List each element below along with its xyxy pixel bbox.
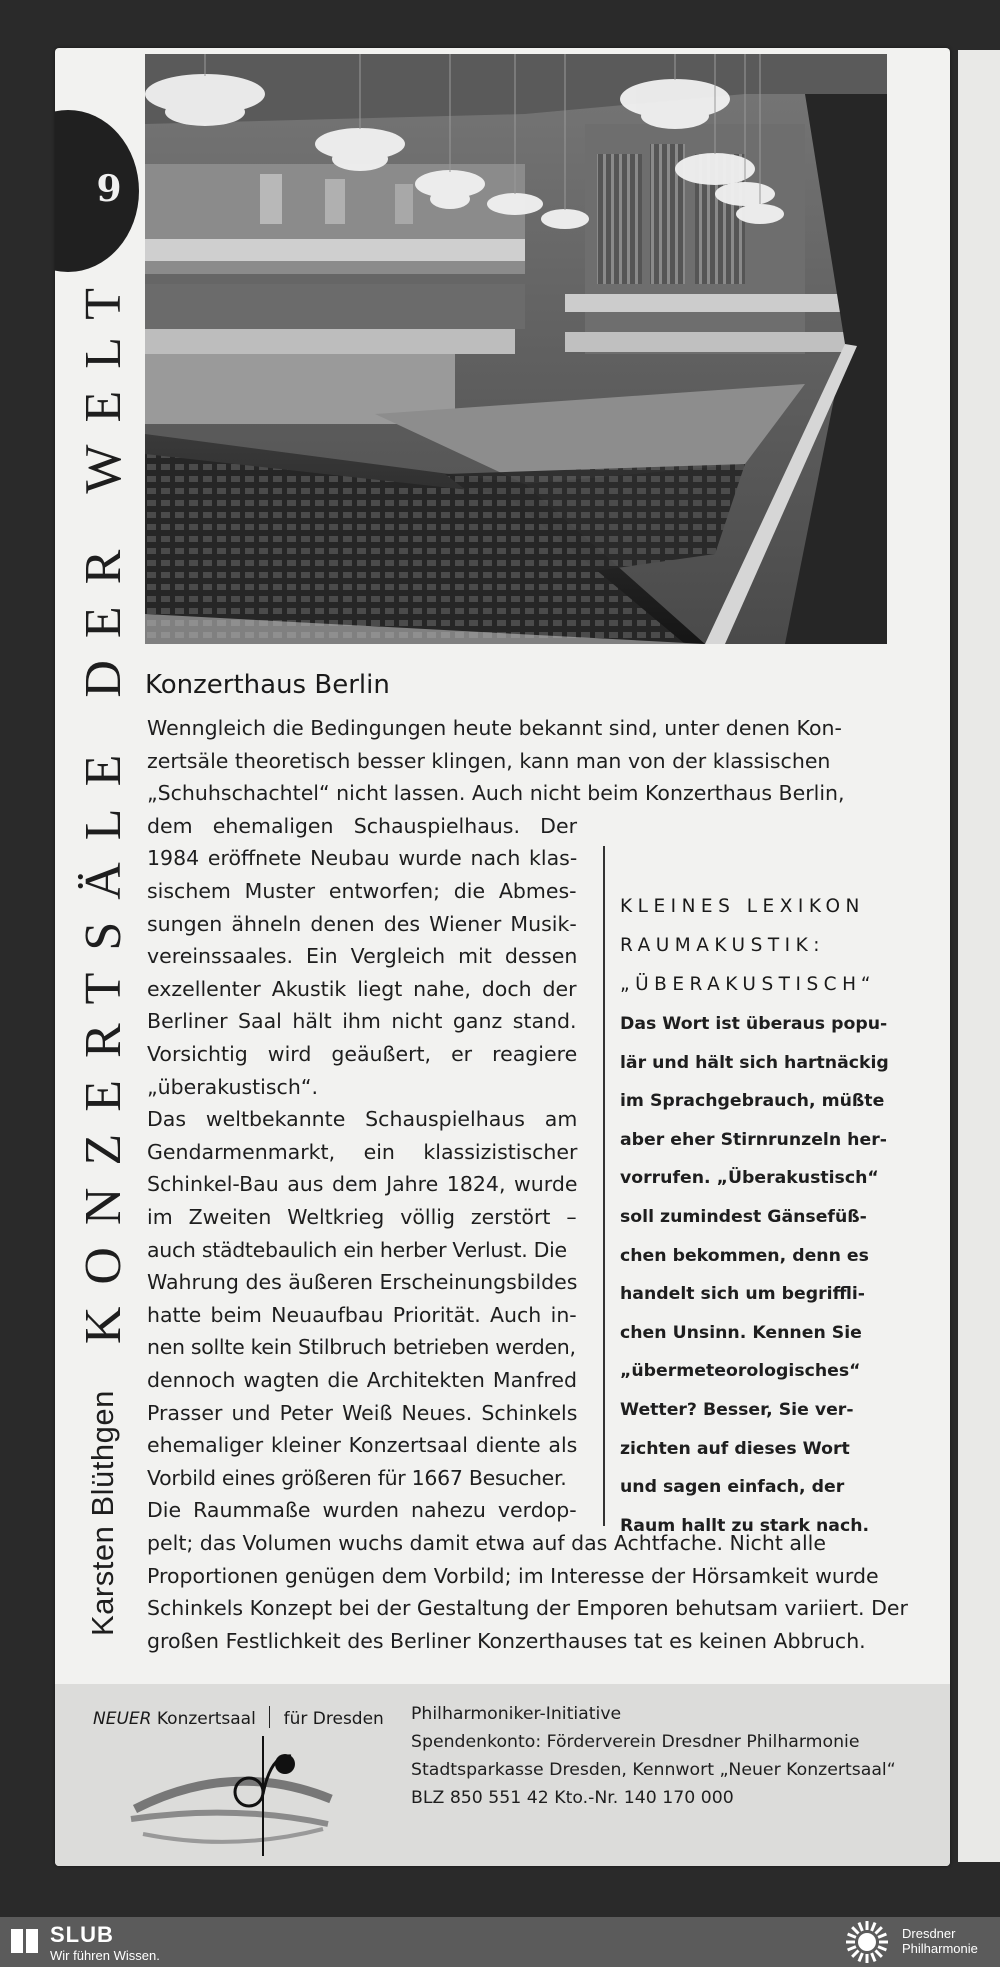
lexicon-line: „übermeteorologisches“	[620, 1361, 861, 1382]
article-line: Die Raummaße wurden nahezu verdop-	[147, 1498, 577, 1523]
lexicon-line: aber eher Stirnrunzeln her-	[620, 1129, 887, 1150]
book-icon	[10, 1927, 40, 1955]
article-line: pelt; das Volumen wuchs damit etwa auf das Achtfache. Nicht alle	[147, 1531, 826, 1555]
footer-info-line: Spendenkonto: Förderverein Dresdner Philharmonie	[411, 1732, 860, 1752]
author-name: Karsten Blüthgen	[85, 1390, 120, 1636]
lexicon-line: chen Unsinn. Kennen Sie	[620, 1322, 862, 1343]
article-line: sischem Muster entworfen; die Abmes-	[147, 879, 577, 903]
article-line: Gendarmenmarkt, ein klassizistischer	[147, 1139, 578, 1164]
article-line: auch städtebaulich ein herber Verlust. Die	[147, 1237, 567, 1262]
article-line: Wenngleich die Bedingungen heute bekannt sind, unter denen Kon-	[147, 716, 842, 740]
article-line: exzellenter Akustik liegt nahe, doch der	[147, 976, 577, 1001]
article-line: sungen ähneln denen des Wiener Musik-	[147, 911, 577, 936]
footer-info-line: Stadtsparkasse Dresden, Kennwort „Neuer Konzertsaal“	[411, 1760, 896, 1780]
lexicon-line: chen bekommen, denn es	[620, 1245, 869, 1266]
article-line: zertsäle theoretisch besser klingen, kann man von der klassischen	[147, 748, 831, 773]
article-line: Vorbild eines größeren für 1667 Besucher.	[147, 1465, 567, 1490]
article-line: „überakustisch“.	[147, 1074, 318, 1099]
lexicon-line: vorrufen. „Überakustisch“	[620, 1168, 879, 1189]
article-line: Proportionen genügen dem Vorbild; im Interesse der Hörsamkeit wurde	[147, 1563, 879, 1588]
concert-hall-photo	[145, 54, 887, 644]
article-line: nen sollte kein Stilbruch betrieben werden,	[147, 1335, 576, 1360]
lexicon-line: und sagen einfach, der	[620, 1477, 845, 1498]
lexicon-heading: RAUMAKUSTIK:	[620, 935, 825, 956]
adjacent-page-edge	[958, 50, 1000, 1862]
partner-name: Dresdner Philharmonie	[902, 1926, 978, 1956]
lexicon-line: handelt sich um begriffli-	[620, 1284, 865, 1305]
vertical-title-band	[73, 108, 133, 1668]
lexicon-line: zichten auf dieses Wort	[620, 1438, 850, 1459]
footer-info-line: Philharmoniker-Initiative	[411, 1704, 622, 1724]
article-line: im Zweiten Weltkrieg völlig zerstört –	[147, 1205, 577, 1229]
lexicon-line: Raum hallt zu stark nach.	[620, 1515, 870, 1536]
article-title: Konzerthaus Berlin	[145, 670, 390, 700]
article-line: Wahrung des äußeren Erscheinungsbildes	[147, 1270, 578, 1295]
lexicon-line: Das Wort ist überaus popu-	[620, 1014, 888, 1034]
lexicon-line: lär und hält sich hartnäckig	[620, 1052, 889, 1073]
page-number: 9	[96, 168, 122, 210]
article-line: Schinkels Konzept bei der Gestaltung der Emporen behutsam variiert. Der	[147, 1596, 908, 1621]
lexicon-line: im Sprachgebrauch, müßte	[620, 1091, 885, 1112]
library-tagline: Wir führen Wissen.	[50, 1948, 160, 1963]
brochure-page	[55, 48, 950, 1866]
article-line: hatte beim Neuaufbau Priorität. Auch in-	[147, 1302, 577, 1327]
footer-org-name: NEUER Konzertsaal für Dresden	[93, 1706, 384, 1729]
article-line: 1984 eröffnete Neubau wurde nach klas-	[147, 846, 578, 871]
article-line: vereinssaales. Ein Vergleich mit dessen	[147, 944, 578, 969]
lexicon-box	[603, 846, 903, 1536]
lexicon-heading: „ÜBERAKUSTISCH“	[620, 974, 876, 995]
article-line: ehemaliger kleiner Konzertsaal diente als	[147, 1433, 578, 1458]
library-name: SLUB	[50, 1922, 114, 1947]
donation-footer	[55, 1684, 950, 1866]
article-line: dennoch wagten die Architekten Manfred	[147, 1368, 577, 1392]
article-line: Vorsichtig wird geäußert, er reagiere	[147, 1042, 578, 1066]
lexicon-line: Wetter? Besser, Sie ver-	[620, 1400, 854, 1420]
lexicon-heading: KLEINES LEXIKON	[620, 896, 865, 917]
series-title: KONZERTSÄLE DER WELT	[74, 266, 132, 1345]
article-line: dem ehemaligen Schauspielhaus. Der	[147, 813, 577, 838]
article-line: Berliner Saal hält ihm nicht ganz stand.	[147, 1009, 577, 1034]
article-line: „Schuhschachtel“ nicht lassen. Auch nicht beim Konzerthaus Berlin,	[147, 781, 845, 806]
article-line: Prasser und Peter Weiß Neues. Schinkels	[147, 1400, 578, 1425]
concert-hall-logo	[123, 1734, 343, 1859]
footer-info-line: BLZ 850 551 42 Kto.-Nr. 140 170 000	[411, 1788, 734, 1808]
library-footer-bar	[0, 1917, 1000, 1967]
article-line: Schinkel-Bau aus dem Jahre 1824, wurde	[147, 1172, 578, 1197]
article-line: großen Festlichkeit des Berliner Konzerthauses tat es keinen Abbruch.	[147, 1628, 866, 1653]
lexicon-line: soll zumindest Gänsefüß-	[620, 1207, 867, 1227]
sunburst-logo-icon	[842, 1919, 892, 1965]
article-line: Das weltbekannte Schauspielhaus am	[147, 1107, 578, 1132]
